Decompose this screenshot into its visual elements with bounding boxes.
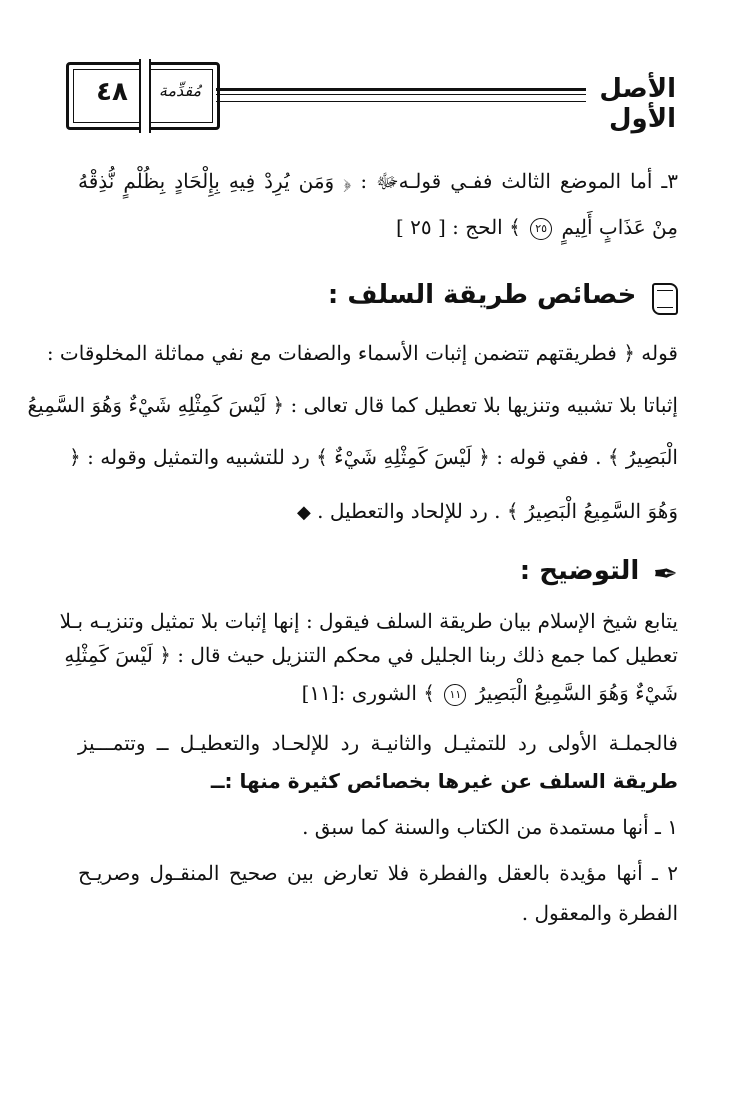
- section2-line-3: [78, 676, 678, 710]
- section1-line-2: إثباتا بلا تشبيه وتنزيها بلا تعطيل كما قال تعالى : ﴿ لَيْسَ كَمِثْلِهِ شَيْءٌ وَهُوَ السَّمِيعُ: [27, 393, 678, 417]
- scroll-icon: [652, 283, 678, 315]
- ayah-number-icon: ١١: [444, 684, 466, 706]
- section1-line-4: [78, 494, 678, 530]
- section2-item-2: ٢ ـ أنها مؤيدة بالعقل والفطرة فلا تعارض بين صحيح المنقـول وصريـح: [78, 861, 678, 885]
- open-book-frame-icon: [66, 62, 220, 130]
- section2-line-4: فالجملـة الأولى رد للتمثيـل والثانيـة رد للإلحـاد والتعطيـل ــ وتتمـــيز: [78, 731, 678, 755]
- section1-line-4-text: وَهُوَ السَّمِيعُ الْبَصِيرُ ﴾ . رد للإلحاد والتعطيل .: [317, 499, 678, 523]
- shura-reference: ﴾ الشورى :[١١]: [301, 681, 435, 705]
- section2-item-2-cont: الفطرة والمعقول .: [521, 901, 678, 925]
- book-spine: [139, 59, 151, 133]
- quran-verse: مِنْ عَذَابٍ أَلِيمٍ: [561, 215, 678, 239]
- intro-line-1: ٣ـ أما الموضع الثالث ففـي قولـهﷻ : ﴿ وَمَن يُرِدْ فِيهِ بِإِلْحَادٍ بِظُلْمٍ نُّذِقْهُ: [78, 169, 678, 193]
- section-heading-label: خصائص طريقة السلف :: [327, 280, 637, 310]
- page-header: [66, 58, 676, 138]
- intro-line-2: [78, 210, 678, 244]
- section2-line-1: يتابع شيخ الإسلام بيان طريقة السلف فيقول : إنها إثبات بلا تمثيل وتنزيـه بـلا: [59, 609, 678, 633]
- section-heading-tawdih: [78, 556, 678, 592]
- section2-item-1: ١ ـ أنها مستمدة من الكتاب والسنة كما سبق .: [302, 815, 678, 839]
- section-heading-label: التوضيح :: [519, 556, 640, 586]
- section1-line-1: قوله ﴿ فطريقتهم تتضمن إثبات الأسماء والصفات مع نفي مماثلة المخلوقات :: [46, 341, 678, 365]
- chapter-title: الأصل الأول: [599, 74, 676, 134]
- section-heading-salaf: [78, 280, 678, 315]
- section-tag: مُقدِّمة: [158, 81, 202, 100]
- header-rule: [216, 88, 586, 102]
- verse-reference: ﴾ الحج : [ ٢٥ ]: [395, 215, 521, 239]
- quill-pen-icon: ✒: [652, 557, 678, 592]
- diamond-ornament-icon: ◆: [296, 502, 311, 523]
- ayah-number-icon: ٢٥: [530, 218, 552, 240]
- page-number: ٤٨: [96, 77, 128, 107]
- section2-line-5: طريقة السلف عن غيرها بخصائص كثيرة منها :ــ: [210, 769, 678, 793]
- section1-line-3: الْبَصِيرُ ﴾ . ففي قوله : ﴿ لَيْسَ كَمِثْلِهِ شَيْءٌ ﴾ رد للتشبيه والتمثيل وقوله : ﴿: [69, 445, 678, 469]
- section2-line-2: تعطيل كما جمع ذلك ربنا الجليل في محكم التنزيل حيث قال : ﴿ لَيْسَ كَمِثْلِهِ: [64, 643, 678, 667]
- section2-line-3-text: شَيْءٌ وَهُوَ السَّمِيعُ الْبَصِيرُ: [475, 681, 678, 705]
